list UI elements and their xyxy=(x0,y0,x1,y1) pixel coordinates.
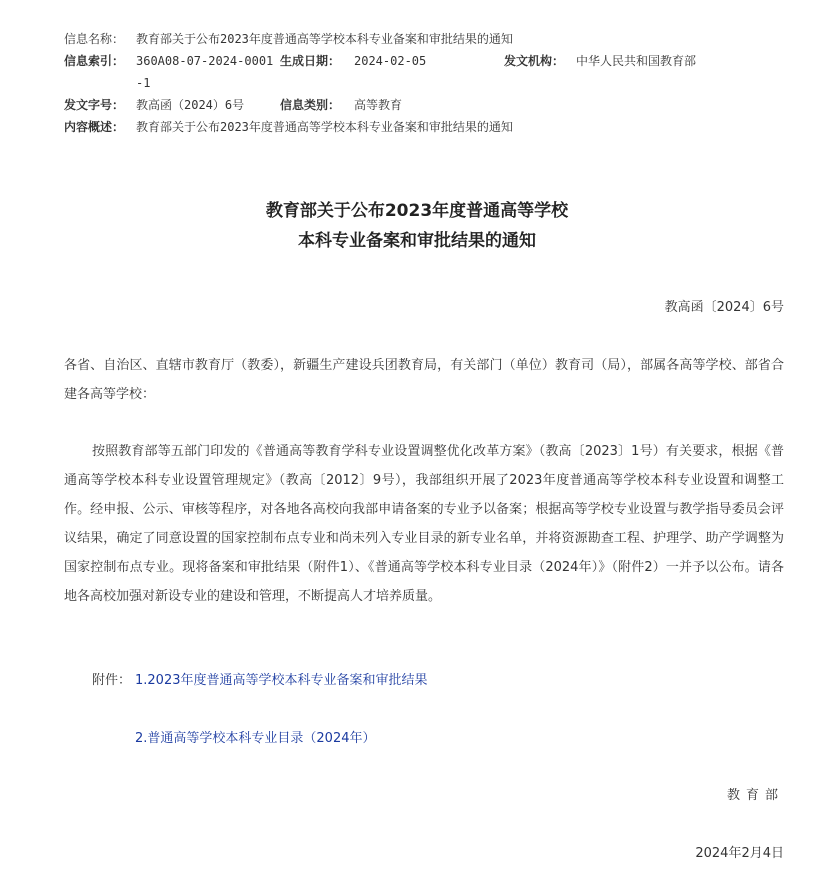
meta-date-value: 2024-02-05 xyxy=(354,54,427,68)
meta-row-index xyxy=(64,50,784,94)
meta-row-docno xyxy=(64,94,784,116)
meta-row-summary xyxy=(64,116,784,138)
salutation: 各省、自治区、直辖市教育厅（教委），新疆生产建设兵团教育局，有关部门（单位）教育司（局），部属各高等学校、部省合建各高等学校： xyxy=(64,358,784,402)
meta-org-value: 中华人民共和国教育部 xyxy=(576,54,697,68)
title-line-1: 教育部关于公布2023年度普通高等学校 xyxy=(265,201,569,221)
meta-docno-value: 教高函（2024）6号 xyxy=(136,98,245,112)
meta-summary-label: 内容概述： xyxy=(64,120,125,134)
attachments-label: 附件： xyxy=(92,673,132,688)
meta-category-label: 信息类别： xyxy=(280,98,341,112)
meta-row-name xyxy=(64,28,784,50)
document-number: 教高函〔2024〕6号 xyxy=(664,300,784,315)
meta-name-value: 教育部关于公布2023年度普通高等学校本科专业备案和审批结果的通知 xyxy=(136,32,513,46)
title-line-2: 本科专业备案和审批结果的通知 xyxy=(298,231,536,251)
attachment-link-1[interactable]: 1.2023年度普通高等学校本科专业备案和审批结果 xyxy=(135,673,428,688)
meta-date-label: 生成日期： xyxy=(280,54,341,68)
document-title xyxy=(0,196,834,256)
attachment-link-2[interactable]: 2.普通高等学校本科专业目录（2024年） xyxy=(135,731,376,746)
meta-category-value: 高等教育 xyxy=(354,98,403,112)
document-metadata xyxy=(64,28,784,138)
meta-org-label: 发文机构： xyxy=(504,54,565,68)
meta-index-label: 信息索引： xyxy=(64,54,125,68)
meta-docno-label: 发文字号： xyxy=(64,98,125,112)
meta-index-value: 360A08-07-2024-0001-1 xyxy=(136,54,274,90)
issue-date: 2024年2月4日 xyxy=(695,846,784,861)
issuer-signature: 教育部 xyxy=(726,788,784,803)
body-paragraph: 按照教育部等五部门印发的《普通高等教育学科专业设置调整优化改革方案》（教高〔2023〕1号）有关要求，根据《普通高等学校本科专业设置管理规定》（教高〔2012〕9号），我部组织开展了2023年度普通高等学校本科专业设置和调整工作。经申报、公示、审核等程序，对各地各高校向我部申请备案的专业予以备案；根据高等学校专业设置与教学指导委员会评议结果，确定了同意设置的国家控制布点专业和尚未列入专业目录的新专业名单，并将资源勘查工程、护理学、助产学调整为国家控制布点专业。现将备案和审批结果（附件1）、《普通高等学校本科专业目录（2024年）》（附件2）一并予以公布。请各地各高校加强对新设专业的建设和管理，不断提高人才培养质量。 xyxy=(64,444,784,604)
meta-summary-value: 教育部关于公布2023年度普通高等学校本科专业备案和审批结果的通知 xyxy=(136,120,513,134)
meta-name-label: 信息名称： xyxy=(64,32,125,46)
